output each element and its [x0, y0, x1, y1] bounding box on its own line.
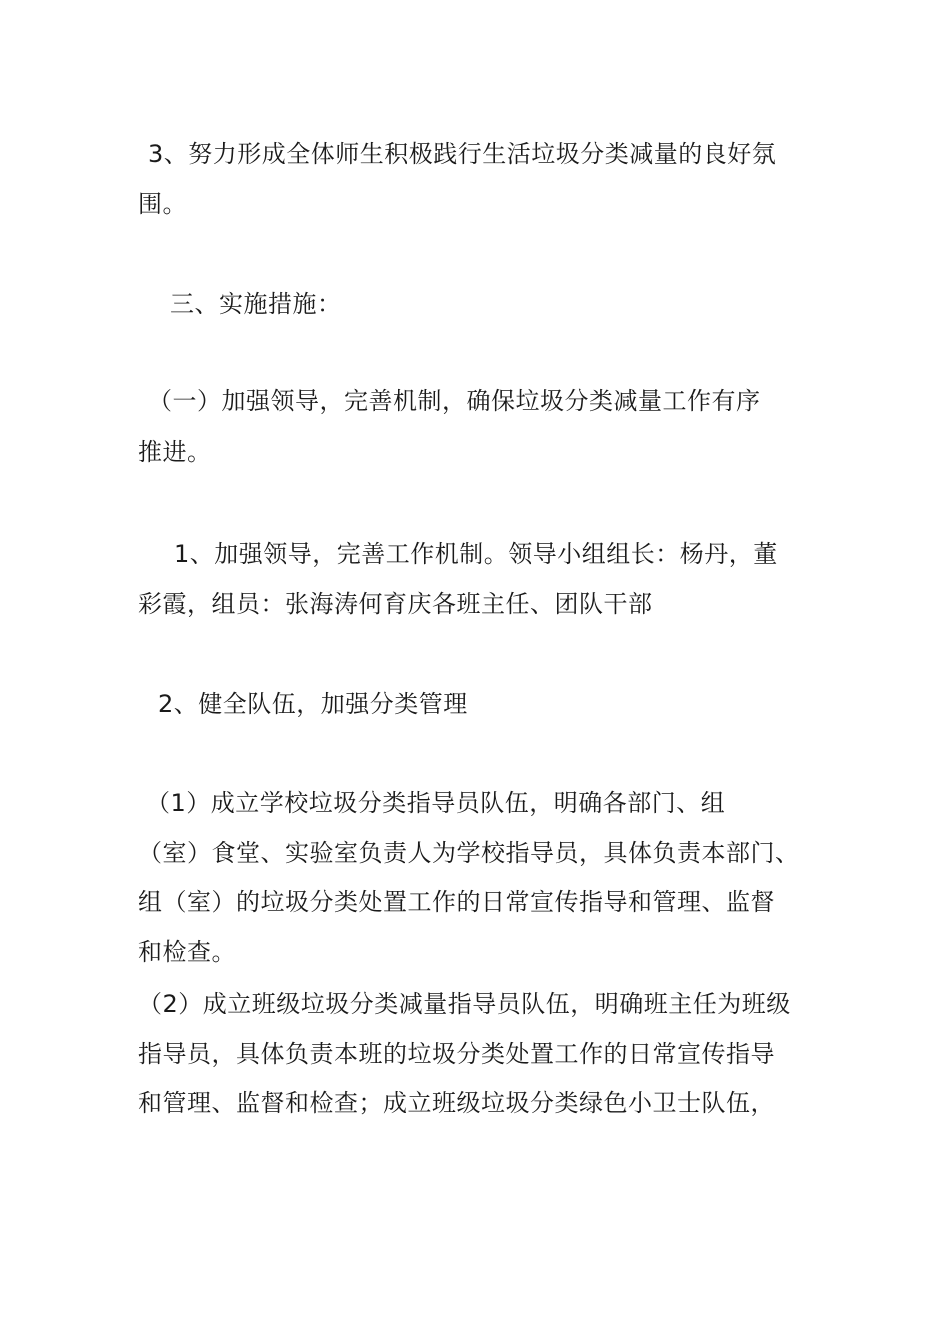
paragraph-goal-3-line-2: 围。: [138, 190, 187, 218]
paragraph-item-1-line-1: 1、加强领导，完善工作机制。领导小组组长：杨丹，董: [174, 540, 778, 568]
section-heading-measures: 三、实施措施：: [170, 290, 342, 318]
paragraph-subitem-2-line-2: 指导员，具体负责本班的垃圾分类处置工作的日常宣传指导: [138, 1040, 775, 1068]
paragraph-subitem-2-line-3: 和管理、监督和检查；成立班级垃圾分类绿色小卫士队伍，: [138, 1089, 775, 1117]
paragraph-subitem-2-line-1: （2）成立班级垃圾分类减量指导员队伍，明确班主任为班级: [138, 990, 791, 1018]
paragraph-subitem-1-line-2: （室）食堂、实验室负责人为学校指导员，具体负责本部门、: [138, 839, 800, 867]
paragraph-item-2: 2、健全队伍，加强分类管理: [158, 690, 468, 718]
paragraph-subitem-1-line-1: （1）成立学校垃圾分类指导员队伍，明确各部门、组: [146, 789, 726, 817]
subsection-heading-1-line-2: 推进。: [138, 438, 212, 466]
paragraph-item-1-line-2: 彩霞，组员：张海涛何育庆各班主任、团队干部: [138, 590, 653, 618]
paragraph-goal-3-line-1: 3、努力形成全体师生积极践行生活垃圾分类减量的良好氛: [148, 140, 777, 168]
paragraph-subitem-1-line-4: 和检查。: [138, 938, 236, 966]
subsection-heading-1-line-1: （一）加强领导，完善机制，确保垃圾分类减量工作有序: [148, 387, 761, 415]
paragraph-subitem-1-line-3: 组（室）的垃圾分类处置工作的日常宣传指导和管理、监督: [138, 888, 775, 916]
